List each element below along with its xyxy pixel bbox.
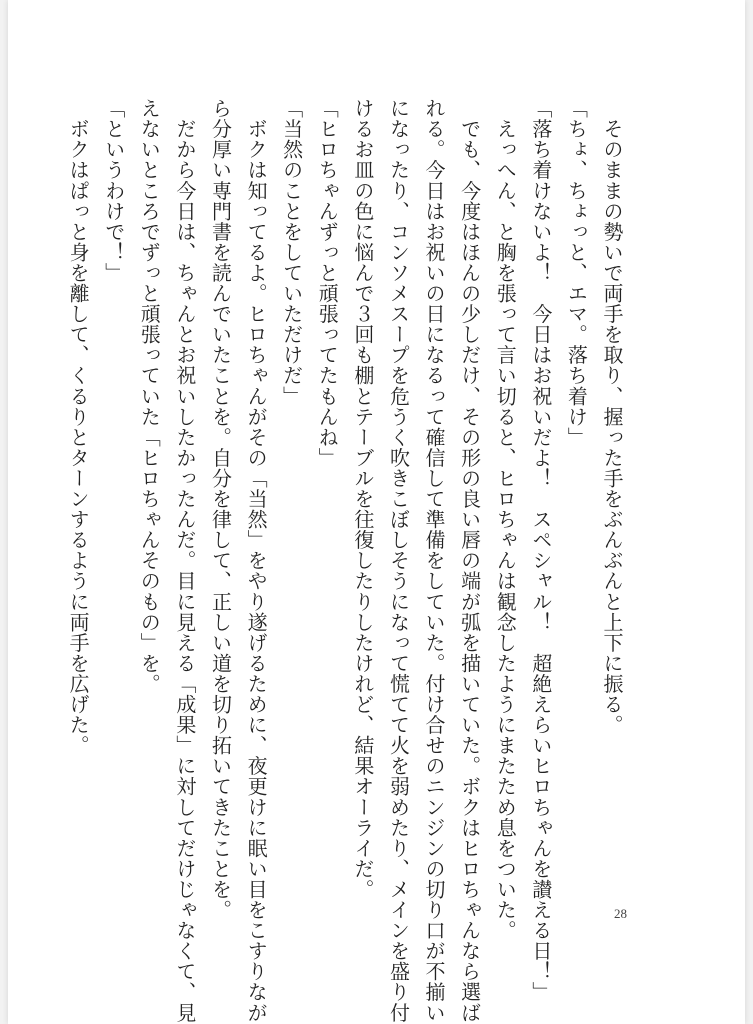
- book-page: [8, 0, 745, 1024]
- text-line: でも、今度はほんの少しだけ、その形の良い唇の端が弧を描いていた。ボクはヒロちゃんなら選ば: [457, 98, 482, 1023]
- text-line: 「ヒロちゃんずっと頑張ってたもんね」: [315, 98, 340, 468]
- text-line: 「当然のことをしていただけだ」: [279, 98, 304, 407]
- text-line: 「というわけで！」: [101, 98, 126, 283]
- page-number: 28: [614, 906, 627, 921]
- text-line: ボクは知ってるよ。ヒロちゃんがその「当然」をやり遂げるために、夜更けに眠い目をこすりなが: [244, 98, 269, 1023]
- text-line: 「ちょ、ちょっと、エマ。落ち着け」: [564, 98, 589, 448]
- text-line: ら分厚い専門書を読んでいたことを。自分を律して、正しい道を切り拓いてきたことを。: [208, 98, 233, 920]
- text-line: えないところでずっと頑張っていた「ヒロちゃんそのもの」を。: [137, 98, 162, 694]
- text-line: だから今日は、ちゃんとお祝いしたかったんだ。目に見える「成果」に対してだけじゃなくて、見: [172, 98, 197, 1023]
- text-line: れる。今日はお祝いの日になるって確信して準備をしていた。付け合せのニンジンの切り口が不揃い: [422, 98, 447, 1023]
- text-line: えっへん、と胸を張って言い切ると、ヒロちゃんは観念したようにまたため息をついた。: [493, 98, 518, 941]
- text-line: ボクはぱっと身を離して、くるりとターンするように両手を広げた。: [66, 98, 91, 756]
- text-line: 「落ち着けないよ！ 今日はお祝いだよ！ スペシャル！ 超絶えらいヒロちゃんを讃える日！」: [528, 98, 553, 1003]
- text-line: になったり、コンソメスープを危うく吹きこぼしそうになって慌てて火を弱めたり、メインを盛り付: [386, 98, 411, 1023]
- text-line: けるお皿の色に悩んで３回も棚とテーブルを往復したりしたけれど、結果オーライだ。: [350, 98, 375, 900]
- text-line: そのままの勢いで両手を取り、握った手をぶんぶんと上下に振る。: [600, 98, 624, 736]
